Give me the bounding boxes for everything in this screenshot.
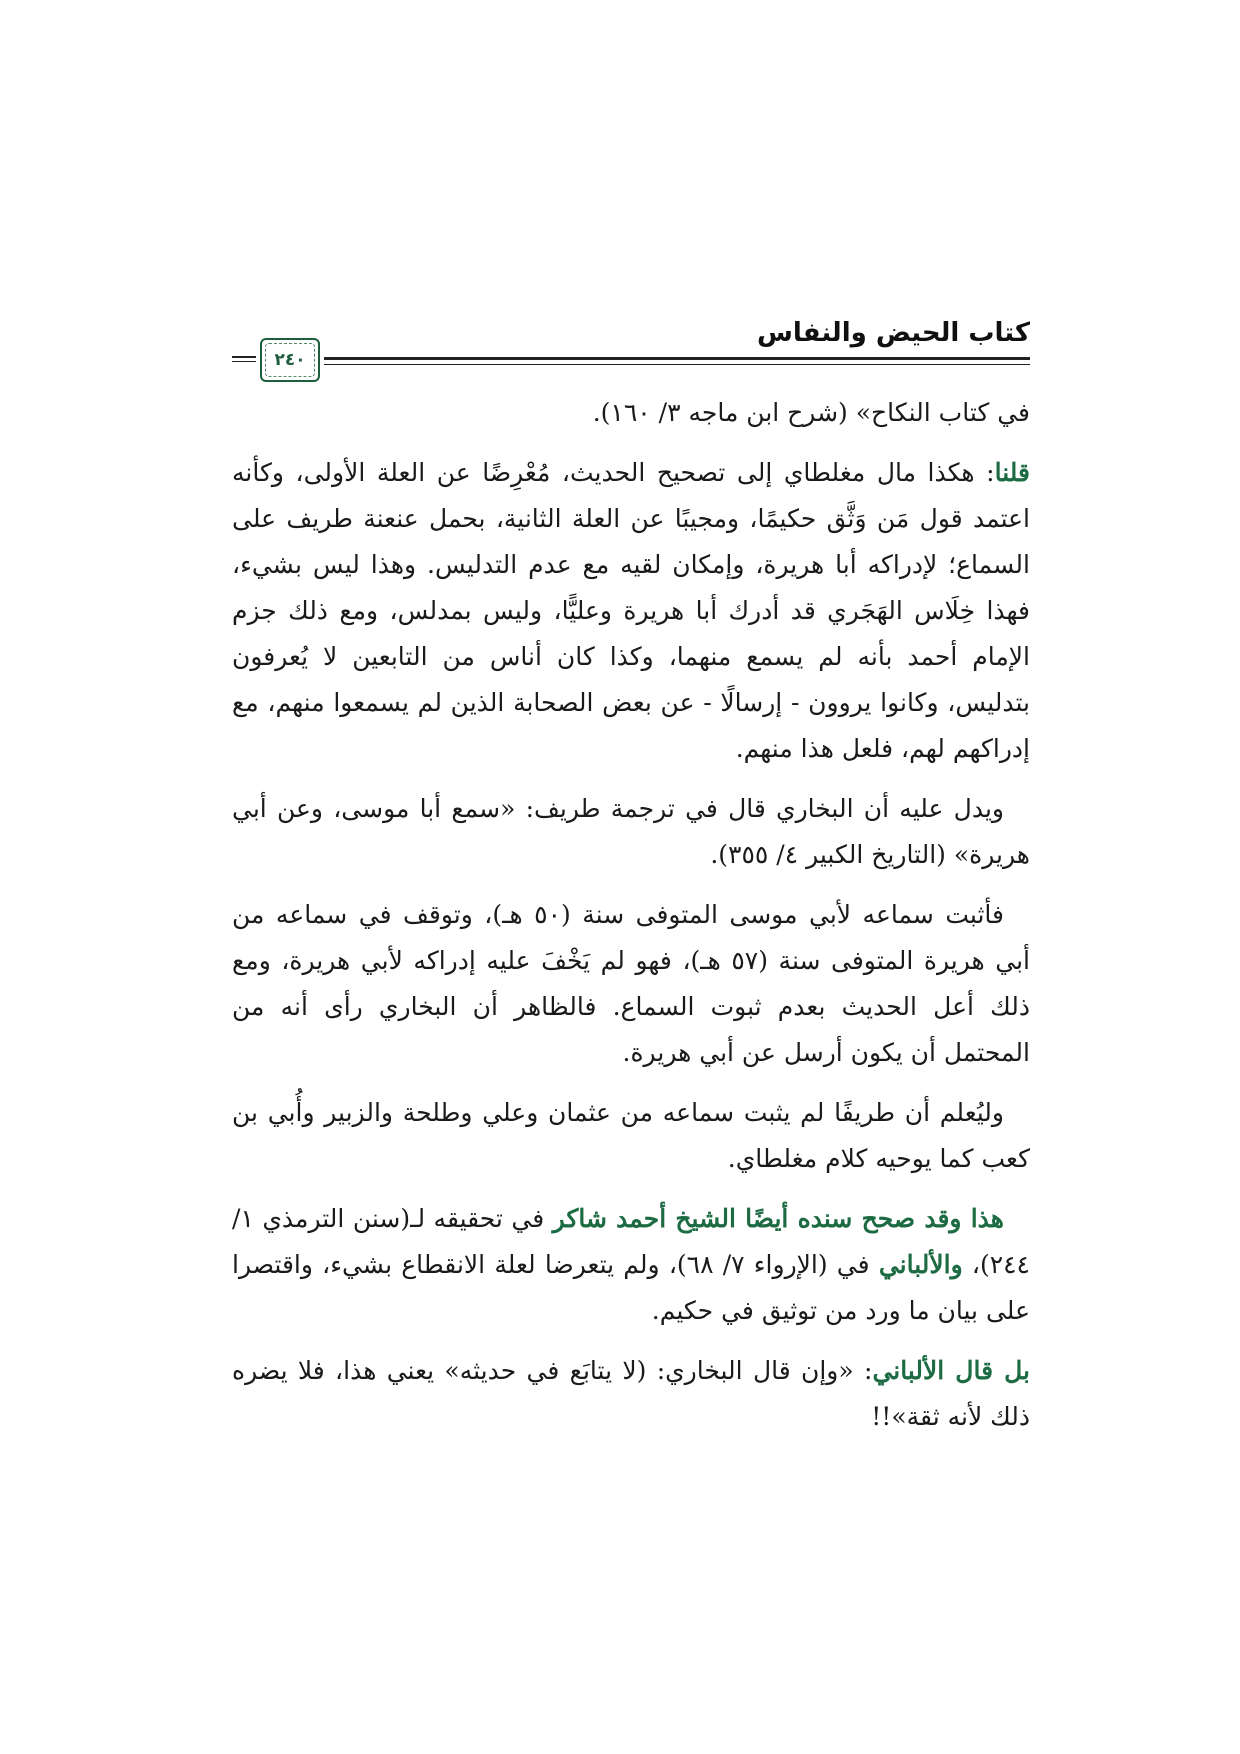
paragraph — [232, 450, 1030, 772]
highlight-label: هذا وقد صحح سنده أيضًا الشيخ أحمد شاكر — [552, 1204, 1004, 1233]
text-segment: في تحقيقه لـ(سنن الترمذي ١/ ٢٤٤)، — [232, 1204, 1030, 1279]
paragraph — [232, 786, 1030, 878]
highlight-label: والألباني — [878, 1250, 963, 1279]
text-segment: في كتاب النكاح» (شرح ابن ماجه ٣/ ١٦٠). — [592, 398, 1030, 427]
highlight-label: قلنا — [994, 458, 1030, 487]
text-segment: : «وإن قال البخاري: (لا يتابَع في حديثه» يعني هذا، فلا يضره ذلك لأنه ثقة»!! — [232, 1356, 1030, 1431]
text-segment: فأثبت سماعه لأبي موسى المتوفى سنة (٥٠ هـ)، وتوقف في سماعه من أبي هريرة المتوفى سنة (٥٧ هـ)، فهو لم يَخْفَ عليه إدراكه لأبي هريرة، ومع ذلك أعل الحديث بعدم ثبوت السماع. فالظاهر أن البخاري رأى أنه من المحتمل أن يكون أرسل عن أبي هريرة. — [232, 900, 1030, 1067]
paragraph — [232, 1196, 1030, 1334]
text-segment: وليُعلم أن طريفًا لم يثبت سماعه من عثمان وعلي وطلحة والزبير وأُبي بن كعب كما يوحيه كلام مغلطاي. — [232, 1098, 1030, 1173]
highlight-label: بل قال الألباني — [872, 1356, 1031, 1385]
header-rule — [324, 357, 1030, 365]
header-rule-left — [232, 356, 256, 362]
text-segment: في (الإرواء ٧/ ٦٨)، ولم يتعرضا لعلة الانقطاع بشيء، واقتصرا على بيان ما ورد من توثيق في حكيم. — [232, 1250, 1030, 1325]
paragraph — [232, 1348, 1030, 1440]
page-number: ٢٤٠ — [274, 350, 306, 370]
page-body — [232, 390, 1030, 1440]
paragraph — [232, 1090, 1030, 1182]
text-segment: ويدل عليه أن البخاري قال في ترجمة طريف: «سمع أبا موسى، وعن أبي هريرة» (التاريخ الكبير ٤/ ٣٥٥). — [232, 794, 1030, 869]
book-title: كتاب الحيض والنفاس — [756, 318, 1030, 348]
paragraph — [232, 892, 1030, 1076]
page-number-badge — [260, 338, 320, 382]
book-page — [232, 300, 1030, 1454]
page-header — [232, 300, 1030, 390]
text-segment: : هكذا مال مغلطاي إلى تصحيح الحديث، مُعْرِضًا عن العلة الأولى، وكأنه اعتمد قول مَن وَثَّق حكيمًا، ومجيبًا عن العلة الثانية، بحمل عنعنة طريف على السماع؛ لإدراكه أبا هريرة، وإمكان لقيه مع عدم التدليس. وهذا ليس بشيء، فهذا خِلَاس الهَجَري قد أدرك أبا هريرة وعليًّا، وليس بمدلس، ومع ذلك جزم الإمام أحمد بأنه لم يسمع منهما، وكذا كان أناس من التابعين لا يُعرفون بتدليس، وكانوا يروون - إرسالًا - عن بعض الصحابة الذين لم يسمعوا منهم، مع إدراكهم لهم، فلعل هذا منهم. — [232, 458, 1030, 763]
paragraph — [232, 390, 1030, 436]
